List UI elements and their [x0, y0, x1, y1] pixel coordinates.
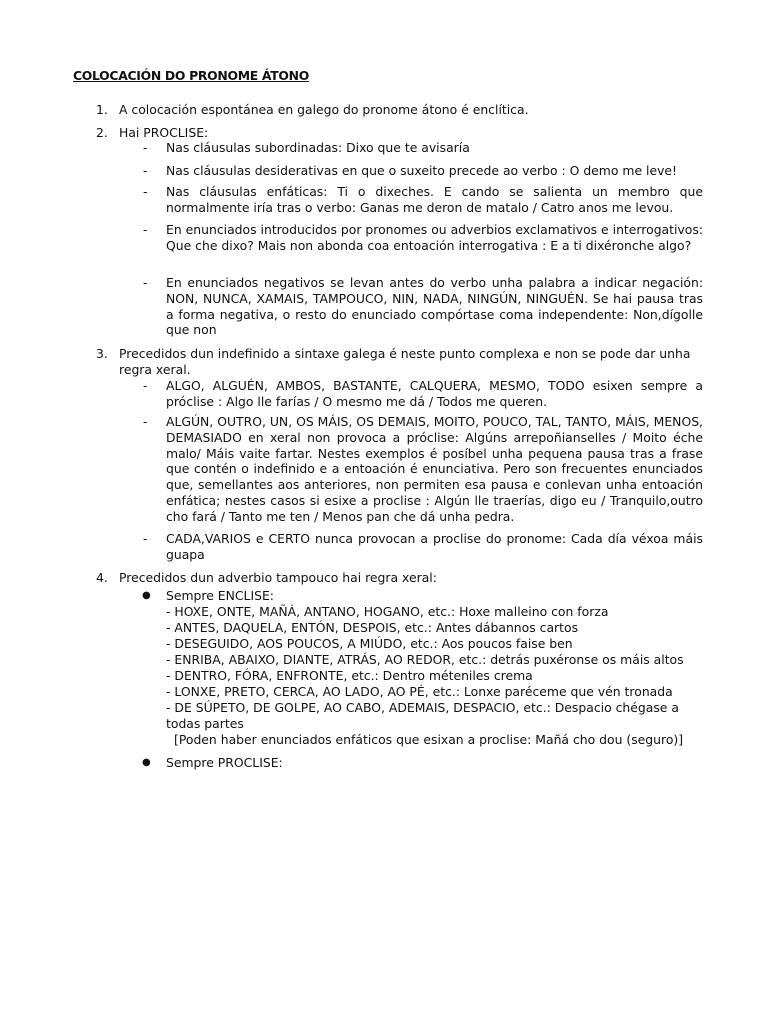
subitem-text: ALGO, ALGUÉN, AMBOS, BASTANTE, CALQUERA, MESMO, TODO esixen sempre a próclise : Algo lle farías / O mesmo me dá / Todos me queren. [166, 378, 703, 409]
enclise-line: - DESEGUIDO, AOS POUCOS, A MIÚDO, etc.: Aos poucos faise ben [166, 636, 573, 651]
dash-marker: - [143, 222, 148, 237]
bullet-icon: ● [142, 757, 151, 768]
dash-marker: - [143, 140, 148, 155]
dash-marker: - [143, 414, 148, 429]
enclise-line: - LONXE, PRETO, CERCA, AO LADO, AO PÉ, etc.: Lonxe paréceme que vén tronada [166, 684, 673, 699]
dash-marker: - [143, 184, 148, 199]
dash-marker: - [143, 531, 148, 546]
subitem-text: Nas cláusulas enfáticas: Ti o dixeches. E cando se salienta un membro que normalmente iría tras o verbo: Ganas me deron de matalo / Catro anos me levou. [166, 184, 703, 215]
item-text: Precedidos dun indefinido a sintaxe galega é neste punto complexa e non se pode dar unha regra xeral. [119, 346, 691, 377]
enclise-line: - ENRIBA, ABAIXO, DIANTE, ATRÁS, AO REDOR, etc.: detrás puxéronse os máis altos [166, 652, 684, 667]
dash-marker: - [143, 378, 148, 393]
subitem-text: En enunciados introducidos por pronomes ou adverbios exclamativos e interrogativos: Que che dixo? Mais non abonda coa entoación interrogativa : E a ti dixéronche algo? [166, 222, 703, 253]
enclise-label: Sempre ENCLISE: [166, 588, 274, 603]
subitem-text: Nas cláusulas subordinadas: Dixo que te avisaría [166, 140, 470, 155]
subitem-text: Nas cláusulas desiderativas en que o suxeito precede ao verbo : O demo me leve! [166, 163, 678, 178]
item-text: Hai PROCLISE: [119, 125, 209, 140]
bullet-icon: ● [142, 590, 151, 601]
item-number: 2. [96, 125, 108, 140]
item-text: Precedidos dun adverbio tampouco hai regra xeral: [119, 570, 437, 585]
proclise-label: Sempre PROCLISE: [166, 755, 283, 770]
enclise-line: - DENTRO, FÓRA, ENFRONTE, etc.: Dentro méteniles crema [166, 668, 533, 683]
enclise-line: - HOXE, ONTE, MAÑÁ, ANTANO, HOGANO, etc.: Hoxe malleino con forza [166, 604, 609, 619]
dash-marker: - [143, 275, 148, 290]
enclise-note: [Poden haber enunciados enfáticos que esixan a proclise: Mañá cho dou (seguro)] [174, 732, 684, 747]
subitem-text: CADA,VARIOS e CERTO nunca provocan a proclise do pronome: Cada día véxoa máis guapa [166, 531, 703, 562]
item-number: 3. [96, 346, 108, 361]
enclise-line: todas partes [166, 716, 244, 731]
dash-marker: - [143, 163, 148, 178]
item-text: A colocación espontánea en galego do pronome átono é enclítica. [119, 102, 529, 117]
enclise-line: - ANTES, DAQUELA, ENTÓN, DESPOIS, etc.: Antes dábannos cartos [166, 620, 579, 635]
enclise-line: - DE SÚPETO, DE GOLPE, AO CABO, ADEMAIS, DESPACIO, etc.: Despacio chégase a [166, 700, 679, 715]
item-number: 1. [96, 102, 108, 117]
subitem-text: En enunciados negativos se levan antes do verbo unha palabra a indicar negación: NON, NUNCA, XAMAIS, TAMPOUCO, NIN, NADA, NINGÚN, NINGUÉN. Se hai pausa tras a forma negativa, o resto do enunciado compórtase coma independente: Non,dígolle que non [166, 275, 703, 338]
item-number: 4. [96, 570, 108, 585]
subitem-text: ALGÚN, OUTRO, UN, OS MÁIS, OS DEMAIS, MOITO, POUCO, TAL, TANTO, MÁIS, MENOS, DEMASIADO en xeral non provoca a próclise: Algúns arrepoñianselles / Moito éche malo/ Máis vaite fartar. Nestes exemplos é posíbel unha pequena pausa tras a frase que contén o indefinido e a entoación é enunciativa. Pero son frecuentes enunciados que, semellantes aos anteriores, non permiten esa pausa e conlevan unha entoación enfática; nestes casos si esixe a proclise : Algún lle traerías, digo eu / Tranquilo,outro cho fará / Tanto me ten / Menos pan che dá unha pedra. [166, 414, 703, 524]
page-title: COLOCACIÓN DO PRONOME ÁTONO [73, 68, 309, 83]
